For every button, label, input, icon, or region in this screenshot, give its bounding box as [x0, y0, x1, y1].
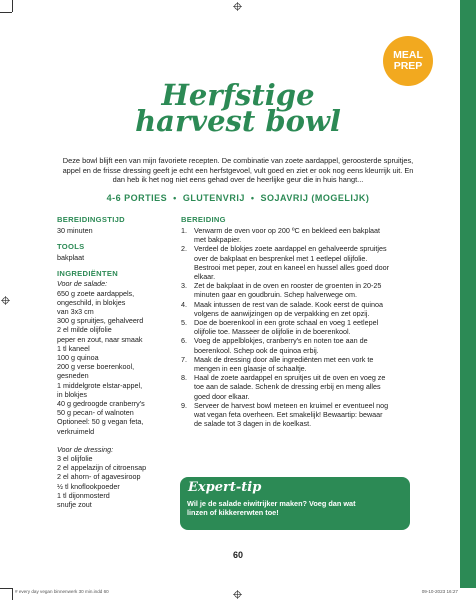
registration-mark-icon	[233, 590, 242, 599]
step-number: 2.	[181, 244, 187, 254]
ingredients-heading: INGREDIËNTEN	[57, 269, 118, 279]
crop-mark	[0, 12, 12, 13]
step-number: 3.	[181, 281, 187, 291]
ingredient-line: 1 middelgrote elstar-appel,	[57, 380, 143, 390]
recipe-title-line-1: Herfstige	[161, 78, 315, 112]
step-text-line: Zet de bakplaat in de oven en rooster de groenten in 20-25	[194, 281, 382, 291]
ingredient-line: 300 g spruitjes, gehalveerd	[57, 316, 144, 326]
method-step	[181, 336, 421, 354]
method-step	[181, 281, 421, 299]
crop-mark	[12, 0, 13, 12]
step-text-line: over de bakplaat en besprenkel met 1 eetlepel olijfolie.	[194, 253, 368, 263]
expert-tip-line: linzen of kikkererwten toe!	[187, 508, 279, 518]
ingredient-line: 650 g zoete aardappels,	[57, 288, 135, 298]
salad-ingredient-list	[57, 289, 175, 436]
step-text-line: mengen in een glaasje of schaaltje.	[194, 364, 307, 374]
method-step	[181, 244, 421, 281]
dressing-ingredient-list	[57, 454, 175, 509]
step-text-line: Verdeel de blokjes zoete aardappel en gehalveerde spruitjes	[194, 244, 387, 254]
method-step	[181, 373, 421, 401]
recipe-title-line-2: harvest bowl	[135, 104, 341, 138]
method-steps	[181, 226, 421, 428]
footer-timestamp: 09-10-2023 16:27	[421, 589, 458, 594]
badge-line-1: MEAL	[393, 49, 423, 61]
ingredient-line: 1 tl kaneel	[57, 343, 90, 353]
step-text-line: wat vegan feta overheen. Eet smakelijk! Bewaartip: bewaar	[194, 410, 383, 420]
left-column	[57, 215, 175, 509]
step-text-line: Serveer de harvest bowl meteen en kruimel er eventueel nog	[194, 400, 389, 410]
step-text-line: Doe de boerenkool in een grote schaal en voeg 1 eetlepel	[194, 318, 379, 328]
expert-tip-line: Wil je de salade eiwitrijker maken? Voeg dan wat	[187, 499, 356, 508]
method-column	[181, 215, 421, 428]
step-number: 9.	[181, 400, 187, 410]
ingredient-line: Optioneel: 50 g vegan feta,	[57, 417, 144, 427]
step-number: 5.	[181, 318, 187, 328]
step-text-line: Verwarm de oven voor op 200 ºC en bekleed een bakplaat	[194, 226, 381, 235]
page-number: 60	[232, 550, 243, 560]
ingredient-line: 1 tl dijonmosterd	[57, 490, 110, 500]
step-text-line: boerenkool. Schep ook de quinoa erbij.	[194, 345, 319, 355]
tag-portions: 4-6 PORTIES	[106, 193, 168, 203]
step-text-line: minuten gaar en goudbruin. Schep halverwege om.	[194, 290, 358, 300]
step-text-line: met bakpapier.	[194, 235, 242, 245]
prep-time-heading: BEREIDINGSTIJD	[57, 215, 125, 224]
method-step	[181, 300, 421, 318]
ingredient-line: 100 g quinoa	[57, 353, 99, 363]
step-number: 6.	[181, 336, 187, 346]
step-text-line: Maak de dressing door alle ingrediënten met een vork te	[194, 354, 374, 364]
ingredient-line: 200 g verse boerenkool,	[57, 362, 135, 372]
method-heading: BEREIDING	[181, 215, 226, 224]
step-text-line: goed door elkaar.	[194, 391, 250, 401]
step-text-line: de salade tot 3 dagen in de koelkast.	[194, 419, 312, 429]
recipe-intro: Deze bowl blijft een van mijn favoriete recepten. De combinatie van zoete aardappel, geroosterde spruitjes, appel en de frisse dressing geeft je echt een herfstgevoel, vult goed en ziet er ook nog eens kleurrijk uit. En dan heb ik het nog niet eens gehad over de heerlijke geur die in huis hangt...	[62, 156, 414, 185]
meal-prep-badge	[383, 36, 433, 86]
expert-tip-title: Expert-tip	[188, 480, 262, 495]
step-number: 7.	[181, 354, 187, 364]
step-number: 4.	[181, 299, 187, 309]
tools-heading: TOOLS	[57, 242, 85, 252]
salad-subheading: Voor de salade:	[57, 279, 108, 289]
ingredient-line: ½ tl knoflookpoeder	[57, 481, 120, 491]
method-step	[181, 318, 421, 336]
recipe-tags: 4-6 PORTIES • GLUTENVRIJ • SOJAVRIJ (MOGELIJK)	[106, 193, 370, 203]
crop-mark	[12, 588, 13, 600]
registration-mark-icon	[233, 2, 242, 11]
registration-mark-icon	[1, 296, 10, 305]
tools-value: bakplaat	[57, 253, 85, 263]
ingredient-line: verkruimeld	[57, 426, 95, 436]
step-text-line: Maak intussen de rest van de salade. Kook eerst de quinoa	[194, 299, 383, 309]
tag-soyfree: SOJAVRIJ (MOGELIJK)	[260, 193, 370, 203]
step-number: 8.	[181, 373, 187, 383]
method-step	[181, 355, 421, 373]
tag-glutenfree: GLUTENVRIJ	[182, 193, 245, 203]
ingredient-line: van 3x3 cm	[57, 307, 94, 317]
ingredient-line: 2 el appelazijn of citroensap	[57, 463, 147, 473]
step-text-line: volgens de aanwijzingen op de verpakking en zet opzij.	[194, 308, 370, 318]
ingredient-line: ongeschild, in blokjes	[57, 297, 126, 307]
step-text-line: Voeg de appelblokjes, cranberry's en noten toe aan de	[194, 336, 368, 346]
dressing-subheading: Voor de dressing:	[57, 444, 114, 454]
prep-time-value: 30 minuten	[57, 226, 93, 235]
method-step	[181, 226, 421, 244]
ingredient-line: 2 el ahorn- of agavesiroop	[57, 472, 141, 482]
ingredient-line: peper en zout, naar smaak	[57, 334, 143, 344]
ingredient-line: snufje zout	[57, 500, 92, 510]
step-text-line: olijfolie toe. Masseer de olijfolie in de boerenkool.	[194, 327, 351, 337]
crop-mark	[0, 588, 12, 589]
step-text-line: Haal de zoete aardappel en spruitjes uit de oven en voeg ze	[194, 373, 386, 383]
ingredient-line: 40 g gedroogde cranberry's	[57, 399, 145, 409]
step-number: 1.	[181, 226, 187, 235]
footer-file-slug: # every day vegan binnenwerk 30 min.indd 60	[15, 589, 109, 594]
ingredient-line: 2 el milde olijfolie	[57, 325, 112, 335]
expert-tip-box	[180, 477, 410, 530]
step-text-line: Bestrooi met peper, zout en kaneel en hussel alles goed door	[194, 262, 389, 272]
expert-tip-text	[187, 499, 407, 518]
ingredient-line: in blokjes	[57, 389, 87, 399]
ingredient-line: 3 el olijfolie	[57, 454, 93, 464]
ingredient-line: gesneden	[57, 371, 89, 381]
ingredient-line: 50 g pecan- of walnoten	[57, 408, 134, 418]
method-step	[181, 401, 421, 429]
step-text-line: toe aan de salade. Schenk de dressing erbij en meng alles	[194, 382, 381, 392]
badge-line-2: PREP	[393, 60, 423, 72]
step-text-line: elkaar.	[194, 272, 216, 282]
